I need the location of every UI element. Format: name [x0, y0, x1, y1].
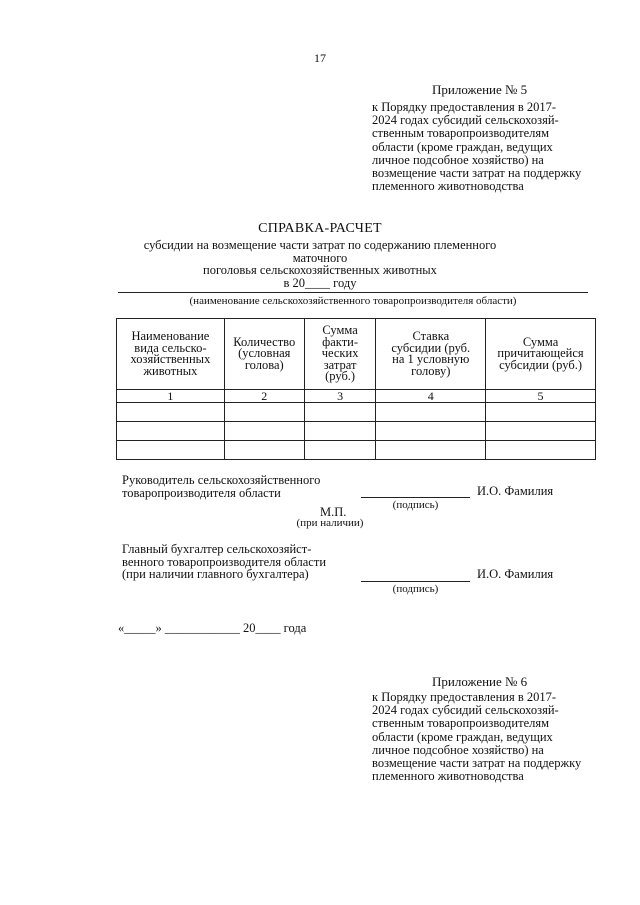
appendix-5-line: возмещение части затрат на поддержку	[372, 166, 582, 181]
producer-name-line[interactable]	[118, 292, 588, 293]
document-title: СПРАВКА-РАСЧЕТ	[258, 221, 382, 236]
appendix-5-line: 2024 годах субсидий сельскохозяй-	[372, 113, 559, 128]
column-number: 1	[117, 390, 225, 403]
table-cell[interactable]	[117, 441, 225, 460]
header-quantity: Количество (условная голова)	[224, 319, 304, 390]
table-cell[interactable]	[304, 403, 376, 422]
column-number: 2	[224, 390, 304, 403]
table-cell[interactable]	[224, 403, 304, 422]
accountant-title-line: венного товаропроизводителя области	[122, 554, 327, 569]
table-cell[interactable]	[224, 441, 304, 460]
appendix-6-text	[372, 691, 602, 783]
table-row	[117, 441, 596, 460]
table-number-row	[117, 390, 596, 403]
table-cell[interactable]	[376, 422, 486, 441]
calculation-table	[116, 318, 596, 460]
stamp-note: (при наличии)	[296, 517, 364, 529]
appendix-5-line: личное подсобное хозяйство) на	[372, 152, 544, 167]
appendix-6-line: личное подсобное хозяйство) на	[372, 742, 544, 757]
head-title-line: Руководитель сельскохозяйственного	[122, 473, 321, 487]
date-line[interactable]: «_____» ____________ 20____ года	[118, 621, 307, 635]
accountant-signature-line[interactable]	[361, 581, 470, 582]
table-row	[117, 403, 596, 422]
appendix-6-line: племенного животноводства	[372, 769, 524, 784]
appendix-6-line: возмещение части затрат на поддержку	[372, 756, 582, 771]
table-cell[interactable]	[117, 422, 225, 441]
page-number: 17	[314, 51, 326, 65]
head-signature-caption: (подпись)	[392, 499, 439, 511]
table-header-row	[117, 319, 596, 390]
document-subtitle	[115, 239, 525, 289]
appendix-5-line: племенного животноводства	[372, 179, 524, 194]
appendix-5-line: ственным товаропроизводителям	[372, 126, 550, 141]
table-cell[interactable]	[304, 441, 376, 460]
accountant-title	[122, 543, 326, 581]
column-number: 3	[304, 390, 376, 403]
appendix-5-line: области (кроме граждан, ведущих	[372, 139, 553, 154]
subtitle-line: поголовья сельскохозяйственных животных	[203, 263, 437, 277]
head-signature-line[interactable]	[361, 497, 470, 498]
appendix-6-title: Приложение № 6	[432, 674, 528, 689]
appendix-6-line: области (кроме граждан, ведущих	[372, 729, 553, 744]
stamp-label: М.П.	[320, 505, 347, 519]
head-title	[122, 474, 320, 499]
appendix-5-text	[372, 101, 602, 193]
header-subsidy-due: Сумма причитающейся субсидии (руб.)	[486, 319, 596, 390]
subtitle-line: субсидии на возмещение части затрат по содержанию племенного маточного	[143, 238, 497, 265]
head-name: И.О. Фамилия	[477, 484, 554, 498]
table-cell[interactable]	[486, 441, 596, 460]
accountant-name: И.О. Фамилия	[477, 567, 554, 581]
producer-name-caption: (наименование сельскохозяйственного товаропроизводителя области)	[189, 295, 517, 307]
header-actual-costs: Сумма факти- ческих затрат (руб.)	[304, 319, 376, 390]
column-number: 4	[376, 390, 486, 403]
accountant-title-line: Главный бухгалтер сельскохозяйст-	[122, 542, 312, 556]
table-cell[interactable]	[486, 403, 596, 422]
table-cell[interactable]	[376, 403, 486, 422]
accountant-title-line: (при наличии главного бухгалтера)	[122, 567, 309, 581]
appendix-5-line: к Порядку предоставления в 2017-	[372, 100, 557, 114]
table-cell[interactable]	[486, 422, 596, 441]
subtitle-line: в 20____ году	[283, 275, 357, 290]
appendix-6-line: к Порядку предоставления в 2017-	[372, 690, 557, 704]
head-title-line: товаропроизводителя области	[122, 485, 281, 500]
table-cell[interactable]	[224, 422, 304, 441]
appendix-5-title: Приложение № 5	[432, 82, 528, 97]
accountant-signature-caption: (подпись)	[392, 583, 439, 595]
header-subsidy-rate: Ставка субсидии (руб. на 1 условную голову)	[376, 319, 486, 390]
column-number: 5	[486, 390, 596, 403]
table-cell[interactable]	[304, 422, 376, 441]
header-animal-type: Наименование вида сельско- хозяйственных животных	[117, 319, 225, 390]
table-row	[117, 422, 596, 441]
appendix-6-line: ственным товаропроизводителям	[372, 716, 550, 731]
table-cell[interactable]	[376, 441, 486, 460]
appendix-6-line: 2024 годах субсидий сельскохозяй-	[372, 703, 559, 718]
table-cell[interactable]	[117, 403, 225, 422]
